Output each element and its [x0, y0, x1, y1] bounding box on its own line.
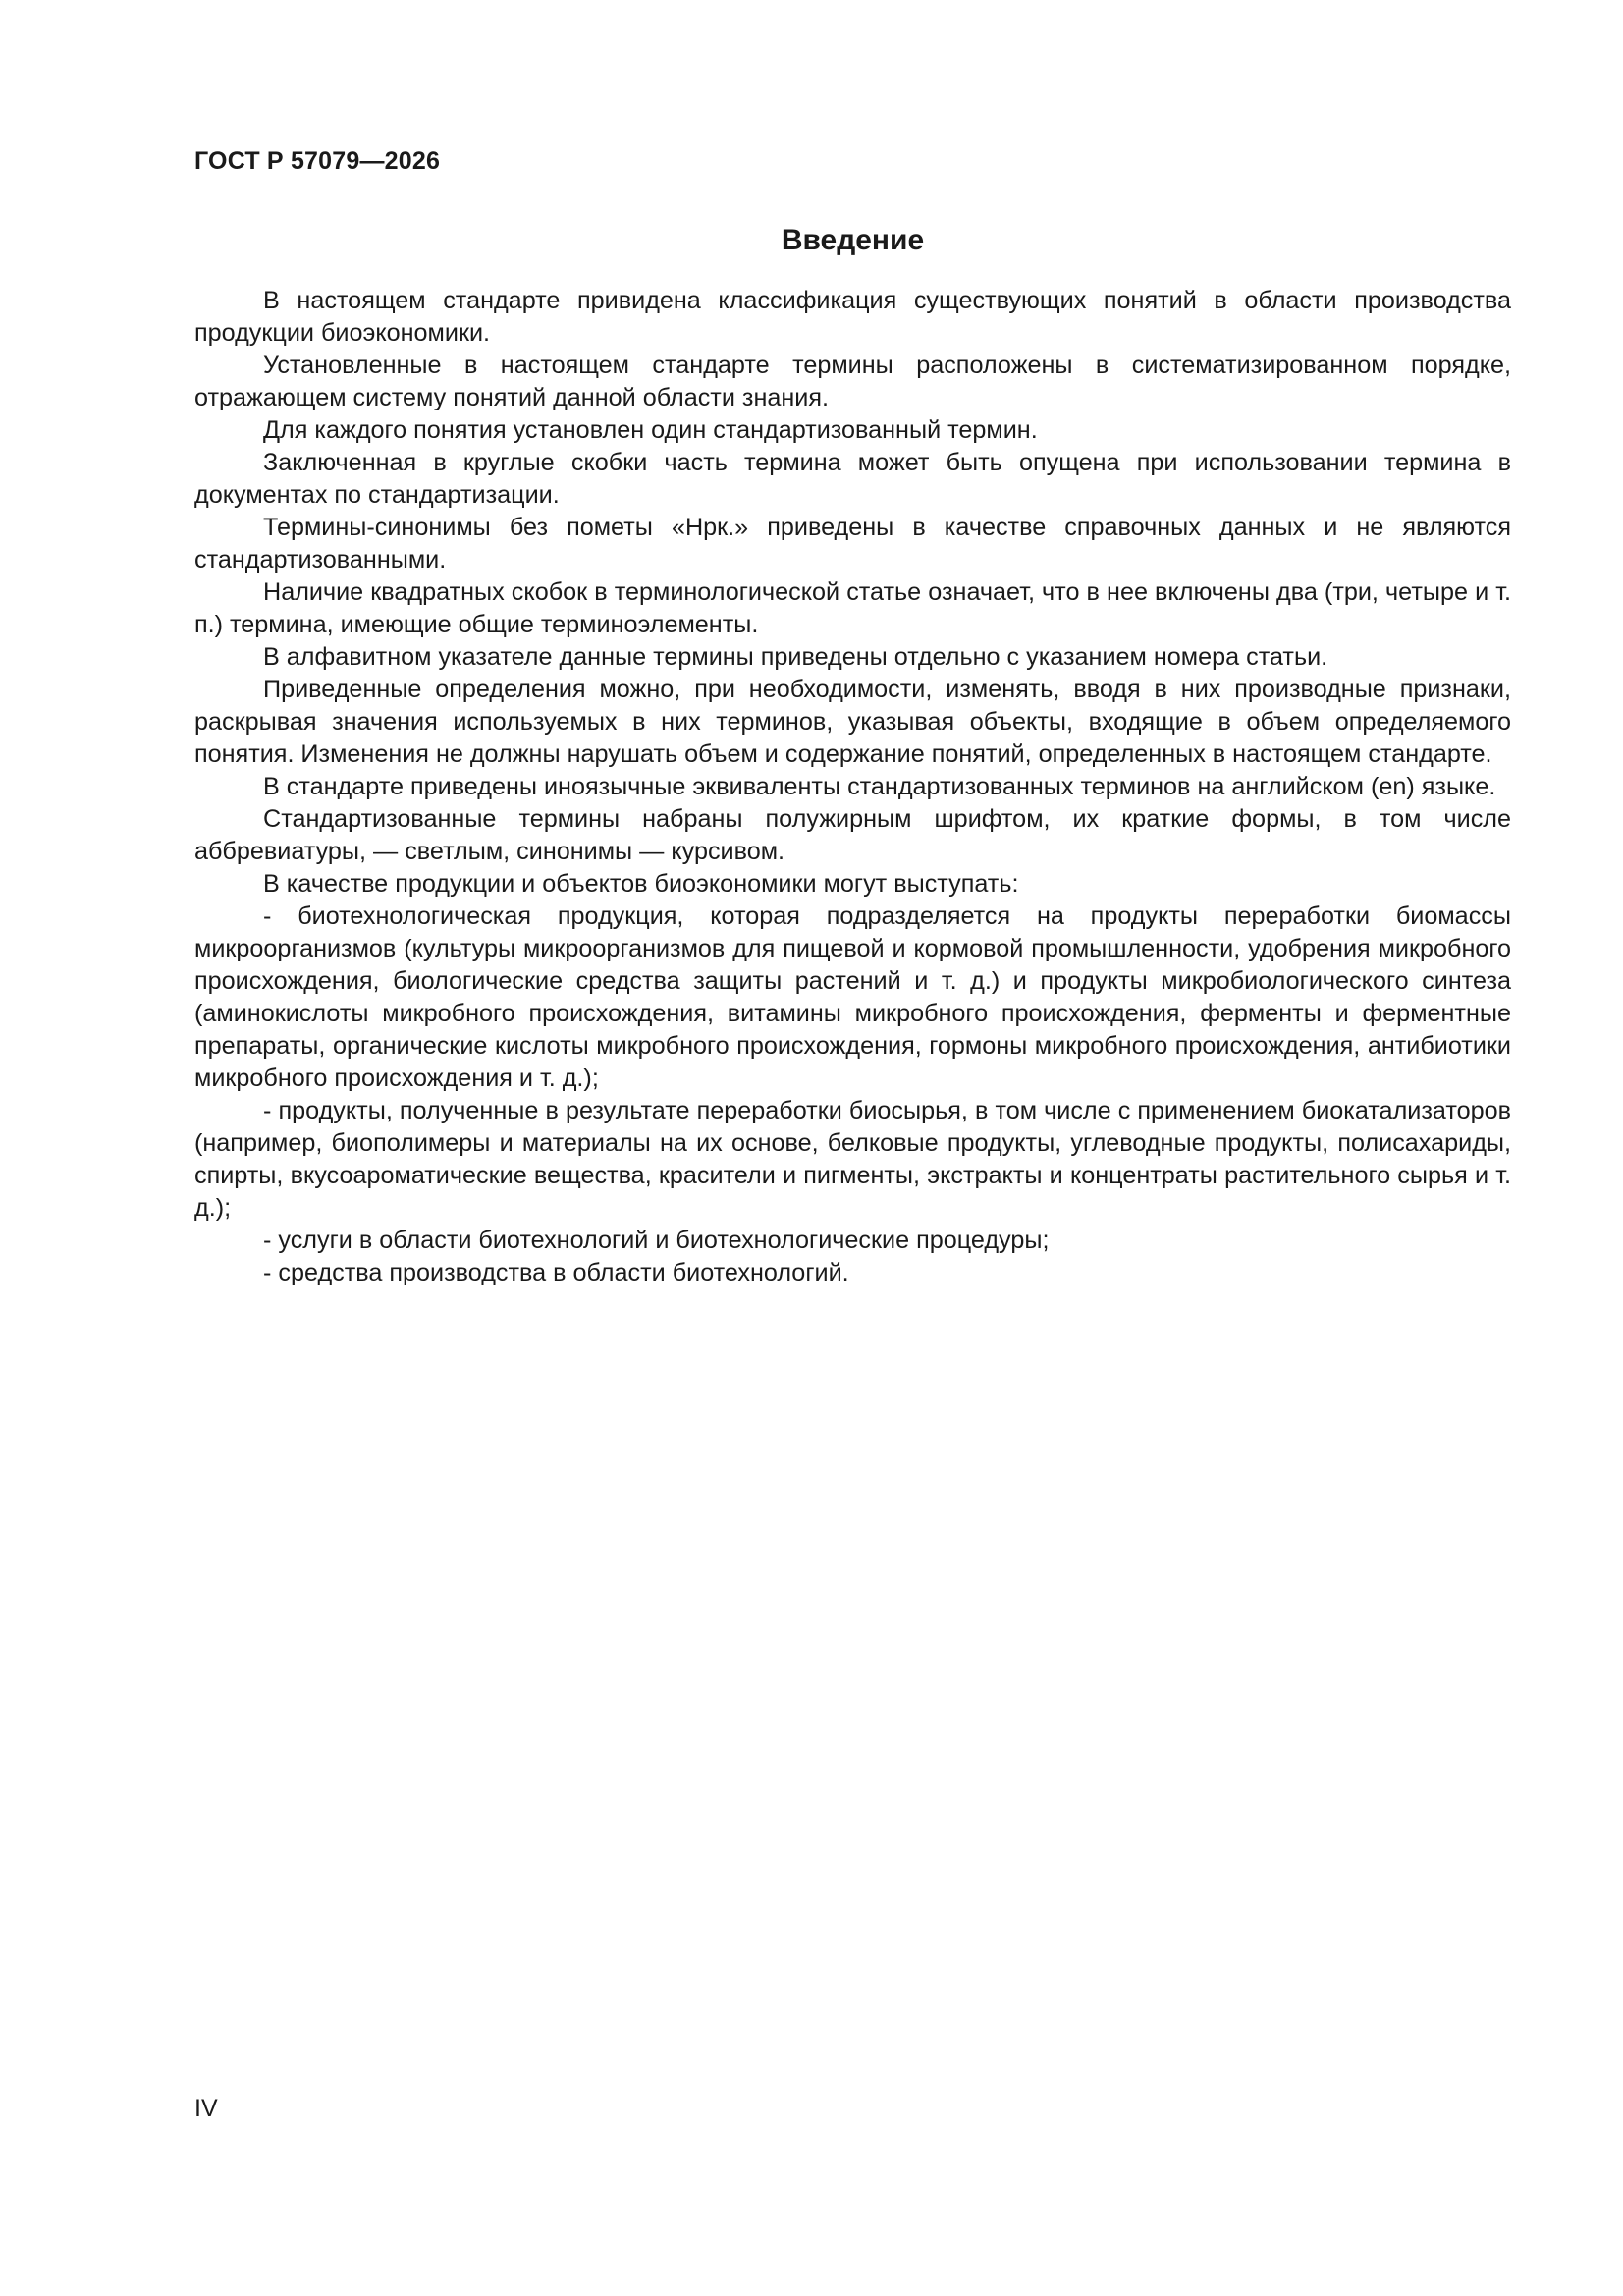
- list-item: - услуги в области биотехнологий и биотехнологические процедуры;: [263, 1227, 1050, 1254]
- paragraph: Установленные в настоящем стандарте термины расположены в систематизированном порядке, отражающем систему понятий данной области знания.: [194, 352, 1511, 411]
- list-item: - биотехнологическая продукция, которая подразделяется на продукты переработки биомассы микроорганизмов (культуры микроорганизмов для пищевой и кормовой промышленности, удобрения микробного происхождения, биологические средства защиты растений и т. д.) и продукты микробиологического синтеза (аминокислоты микробного происхождения, витамины микробного происхождения, ферменты и ферментные препараты, органические кислоты микробного происхождения, гормоны микробного происхождения, антибиотики микробного происхождения и т. д.);: [194, 902, 1511, 1092]
- paragraph: В стандарте приведены иноязычные эквиваленты стандартизованных терминов на английском (en) языке.: [263, 773, 1496, 800]
- introduction-body: [194, 285, 1511, 1289]
- list-item: - продукты, полученные в результате переработки биосырья, в том числе с применением биокатализаторов (например, биополимеры и материалы на их основе, белковые продукты, углеводные продукты, полисахариды, спирты, вкусоароматические вещества, красители и пигменты, экстракты и концентраты растительного сырья и т. д.);: [194, 1097, 1511, 1222]
- paragraph: Наличие квадратных скобок в терминологической статье означает, что в нее включены два (три, четыре и т. п.) термина, имеющие общие терминоэлементы.: [194, 578, 1511, 638]
- paragraph: В алфавитном указателе данные термины приведены отдельно с указанием номера статьи.: [263, 643, 1328, 671]
- page-number: IV: [194, 2095, 218, 2122]
- paragraph: Для каждого понятия установлен один стандартизованный термин.: [263, 416, 1038, 444]
- paragraph: В качестве продукции и объектов биоэкономики могут выступать:: [263, 870, 1019, 898]
- paragraph: Приведенные определения можно, при необходимости, изменять, вводя в них производные признаки, раскрывая значения используемых в них терминов, указывая объекты, входящие в объем определяемого понятия. Изменения не должны нарушать объем и содержание понятий, определенных в настоящем стандарте.: [194, 676, 1511, 768]
- document-code: ГОСТ Р 57079—2026: [194, 147, 441, 175]
- paragraph: Заключенная в круглые скобки часть термина может быть опущена при использовании термина в документах по стандартизации.: [194, 449, 1511, 509]
- section-title: Введение: [781, 224, 925, 256]
- list-item: - средства производства в области биотехнологий.: [263, 1259, 849, 1286]
- paragraph: Термины-синонимы без пометы «Нрк.» приведены в качестве справочных данных и не являются стандартизованными.: [194, 514, 1511, 574]
- paragraph: Стандартизованные термины набраны полужирным шрифтом, их краткие формы, в том числе аббревиатуры, — светлым, синонимы — курсивом.: [194, 805, 1511, 865]
- paragraph: В настоящем стандарте привидена классификация существующих понятий в области производства продукции биоэкономики.: [194, 287, 1511, 347]
